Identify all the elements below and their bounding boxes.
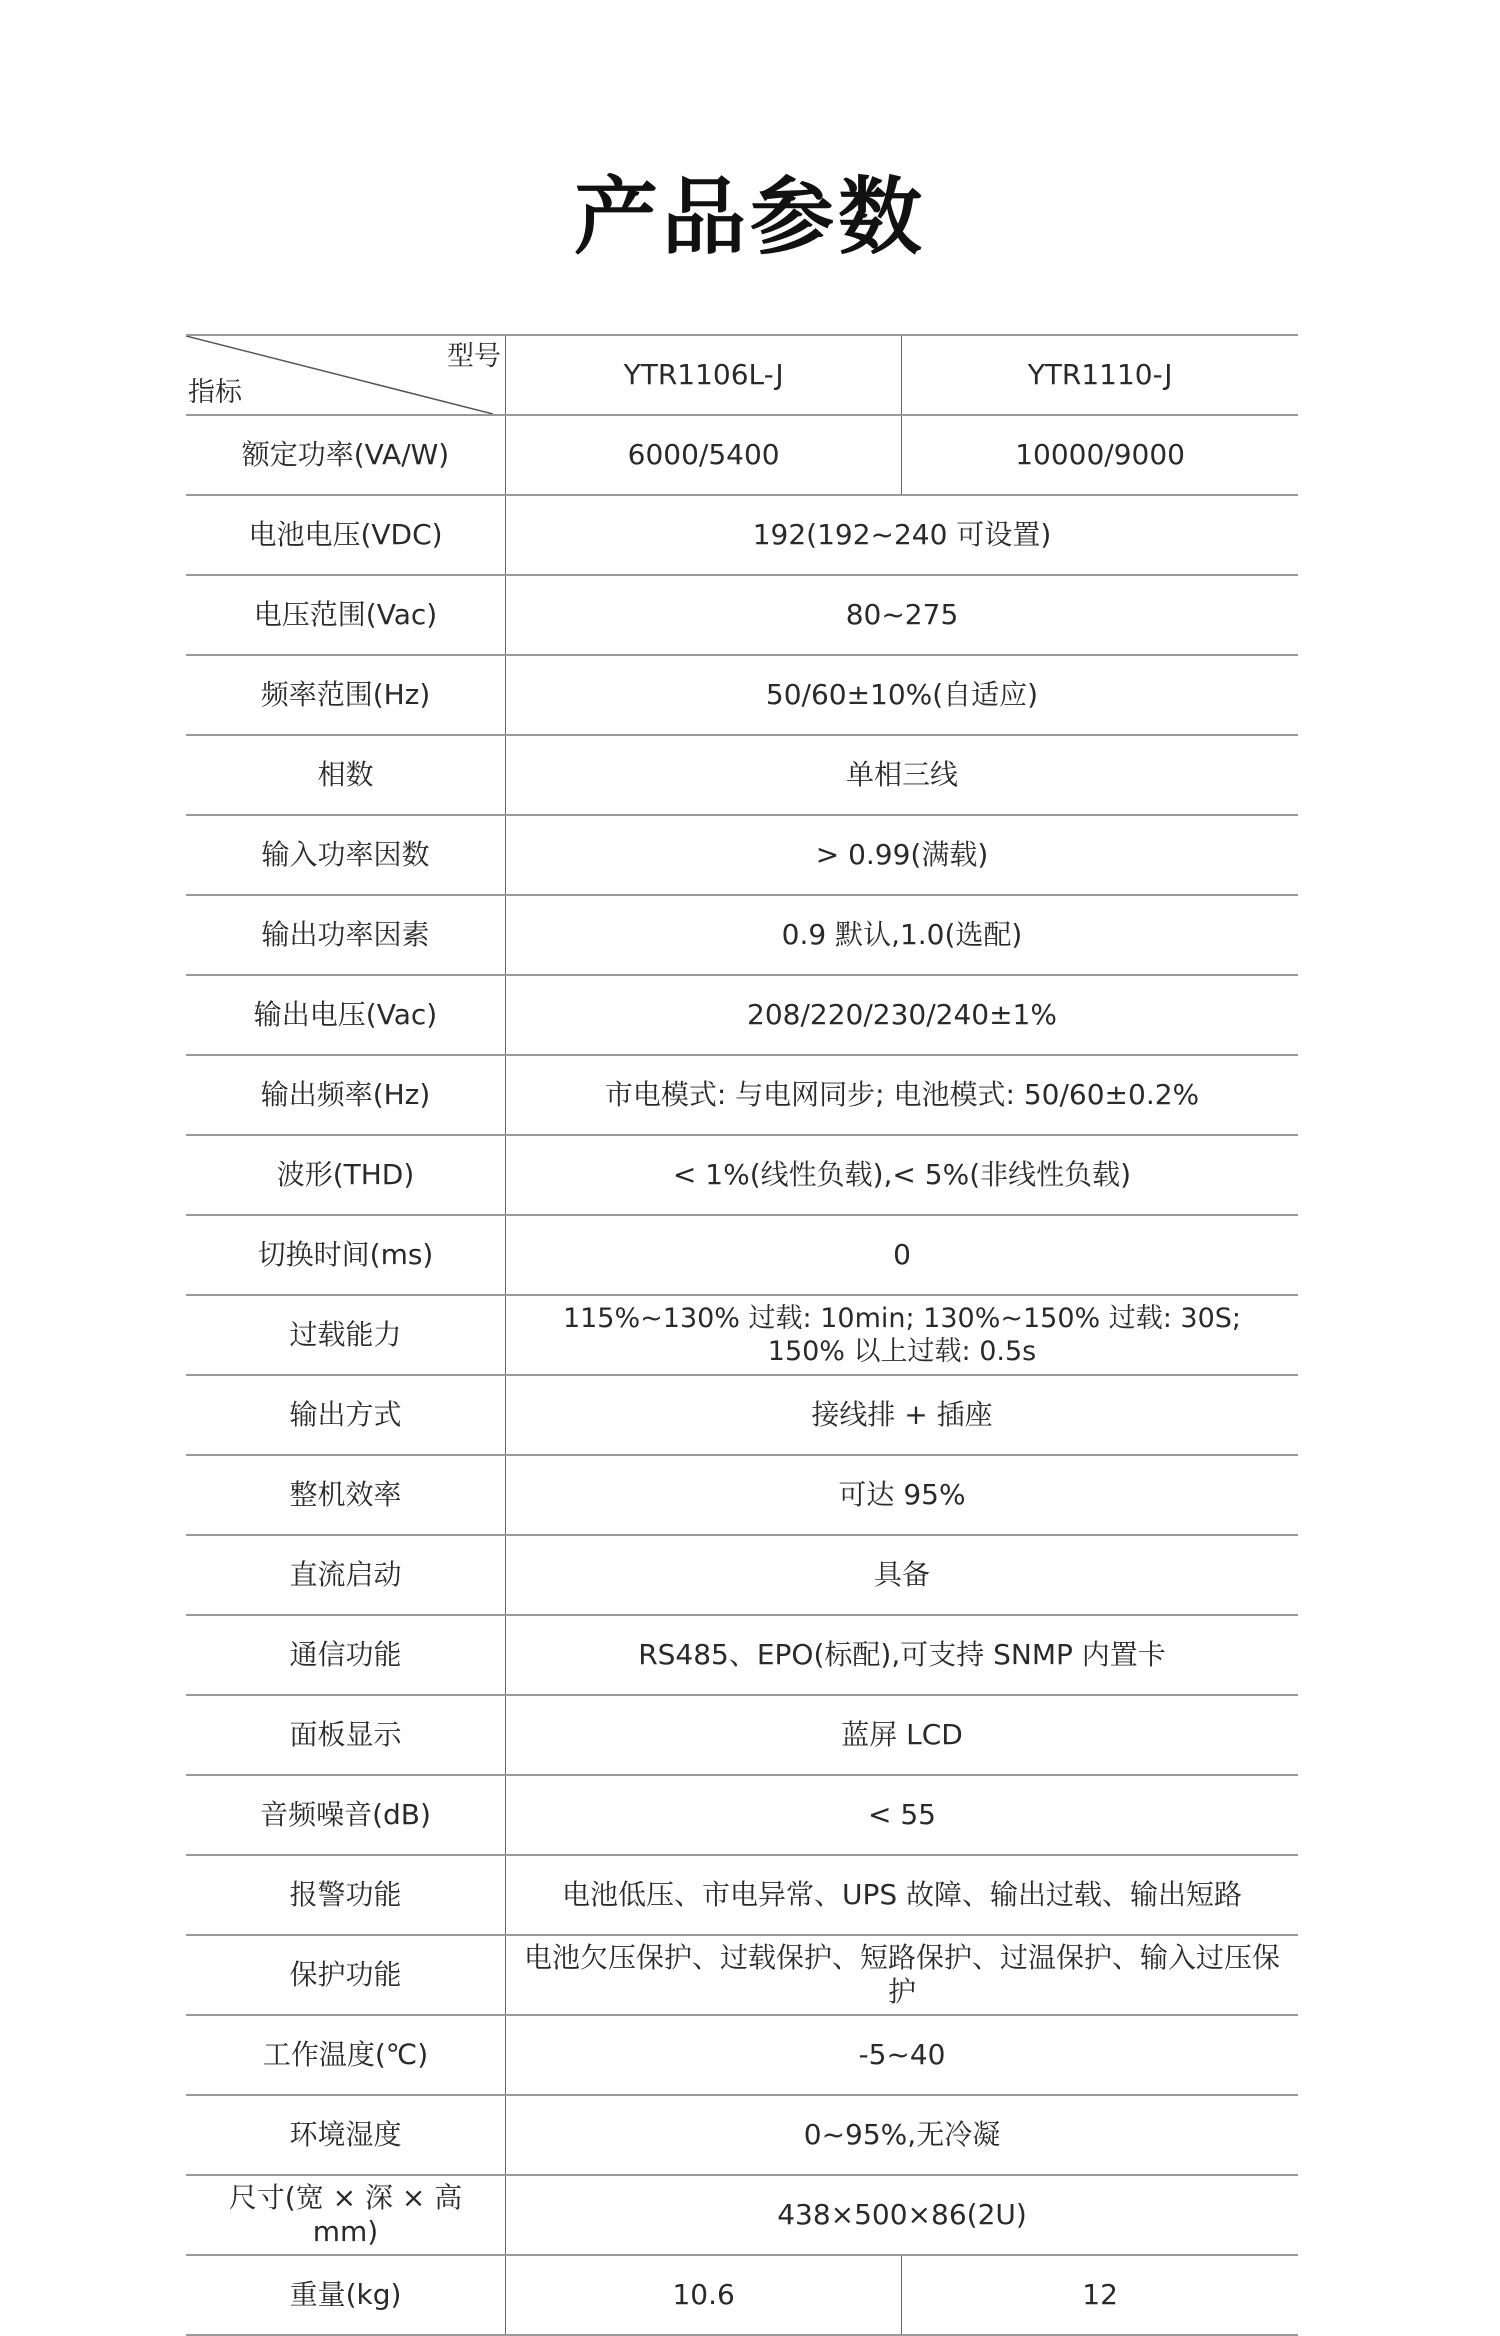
row-value: < 1%(线性负载),< 5%(非线性负载) — [506, 1135, 1299, 1215]
row-value: 单相三线 — [506, 735, 1299, 815]
table-row — [186, 895, 1298, 975]
row-label: 保护功能 — [186, 1935, 506, 2015]
row-value-line: 150% 以上过载: 0.5s — [767, 1336, 1037, 1367]
table-row — [186, 1375, 1298, 1455]
row-value: 50/60±10%(自适应) — [506, 655, 1299, 735]
table-row — [186, 1775, 1298, 1855]
row-label: 输出方式 — [186, 1375, 506, 1455]
row-label: 直流启动 — [186, 1535, 506, 1615]
row-label: 整机效率 — [186, 1455, 506, 1535]
row-label: 输出功率因素 — [186, 895, 506, 975]
row-value-model-1: 6000/5400 — [506, 415, 902, 495]
row-value: RS485、EPO(标配),可支持 SNMP 内置卡 — [506, 1615, 1299, 1695]
corner-model-label: 型号 — [447, 341, 501, 372]
row-value-line: 115%~130% 过载: 10min; 130%~150% 过载: 30S; — [562, 1303, 1242, 1334]
row-value: 电池欠压保护、过载保护、短路保护、过温保护、输入过压保护 — [506, 1935, 1299, 2015]
row-label: 通信功能 — [186, 1615, 506, 1695]
row-value: -5~40 — [506, 2015, 1299, 2095]
row-label: 报警功能 — [186, 1855, 506, 1935]
corner-header-cell — [186, 335, 506, 415]
table-row — [186, 1135, 1298, 1215]
row-value: 具备 — [506, 1535, 1299, 1615]
model-header-1: YTR1106L-J — [506, 335, 902, 415]
table-row — [186, 735, 1298, 815]
row-label: 尺寸(宽 × 深 × 高 mm) — [186, 2175, 506, 2255]
table-row — [186, 815, 1298, 895]
page-title: 产品参数 — [573, 168, 926, 266]
row-label: 电压范围(Vac) — [186, 575, 506, 655]
row-value: 0.9 默认,1.0(选配) — [506, 895, 1299, 975]
table-row — [186, 1615, 1298, 1695]
row-value: 市电模式: 与电网同步; 电池模式: 50/60±0.2% — [506, 1055, 1299, 1135]
spec-table — [186, 334, 1298, 2336]
table-row — [186, 1855, 1298, 1935]
row-label: 波形(THD) — [186, 1135, 506, 1215]
row-label: 电池电压(VDC) — [186, 495, 506, 575]
model-header-2: YTR1110-J — [902, 335, 1298, 415]
row-label: 额定功率(VA/W) — [186, 415, 506, 495]
table-row — [186, 495, 1298, 575]
row-label: 输出频率(Hz) — [186, 1055, 506, 1135]
row-value: 蓝屏 LCD — [506, 1695, 1299, 1775]
table-row — [186, 1935, 1298, 2015]
table-row — [186, 2095, 1298, 2175]
table-header-row — [186, 335, 1298, 415]
row-label: 输出电压(Vac) — [186, 975, 506, 1055]
row-value — [506, 1295, 1299, 1375]
table-row — [186, 2255, 1298, 2335]
table-row — [186, 1215, 1298, 1295]
row-value: 0~95%,无冷凝 — [506, 2095, 1299, 2175]
row-value: 可达 95% — [506, 1455, 1299, 1535]
row-value-model-2: 10000/9000 — [902, 415, 1298, 495]
table-row — [186, 1695, 1298, 1775]
row-label: 输入功率因数 — [186, 815, 506, 895]
row-label: 切换时间(ms) — [186, 1215, 506, 1295]
row-value: 80~275 — [506, 575, 1299, 655]
corner-indicator-label: 指标 — [188, 377, 242, 408]
row-label: 环境湿度 — [186, 2095, 506, 2175]
table-row — [186, 2175, 1298, 2255]
row-value: 192(192~240 可设置) — [506, 495, 1299, 575]
row-value: > 0.99(满载) — [506, 815, 1299, 895]
row-value: 0 — [506, 1215, 1299, 1295]
table-row — [186, 1055, 1298, 1135]
row-value: 208/220/230/240±1% — [506, 975, 1299, 1055]
row-label: 过载能力 — [186, 1295, 506, 1375]
row-label: 音频噪音(dB) — [186, 1775, 506, 1855]
table-row — [186, 1535, 1298, 1615]
row-label: 面板显示 — [186, 1695, 506, 1775]
table-row — [186, 1295, 1298, 1375]
row-value-model-2: 12 — [902, 2255, 1298, 2335]
row-value-model-1: 10.6 — [506, 2255, 902, 2335]
row-value: 438×500×86(2U) — [506, 2175, 1299, 2255]
table-row — [186, 655, 1298, 735]
row-value: < 55 — [506, 1775, 1299, 1855]
row-value: 电池低压、市电异常、UPS 故障、输出过载、输出短路 — [506, 1855, 1299, 1935]
table-row — [186, 1455, 1298, 1535]
row-label: 相数 — [186, 735, 506, 815]
row-value: 接线排 + 插座 — [506, 1375, 1299, 1455]
table-row — [186, 975, 1298, 1055]
row-label: 重量(kg) — [186, 2255, 506, 2335]
row-label: 频率范围(Hz) — [186, 655, 506, 735]
table-row — [186, 575, 1298, 655]
table-row — [186, 415, 1298, 495]
row-label: 工作温度(℃) — [186, 2015, 506, 2095]
table-row — [186, 2015, 1298, 2095]
